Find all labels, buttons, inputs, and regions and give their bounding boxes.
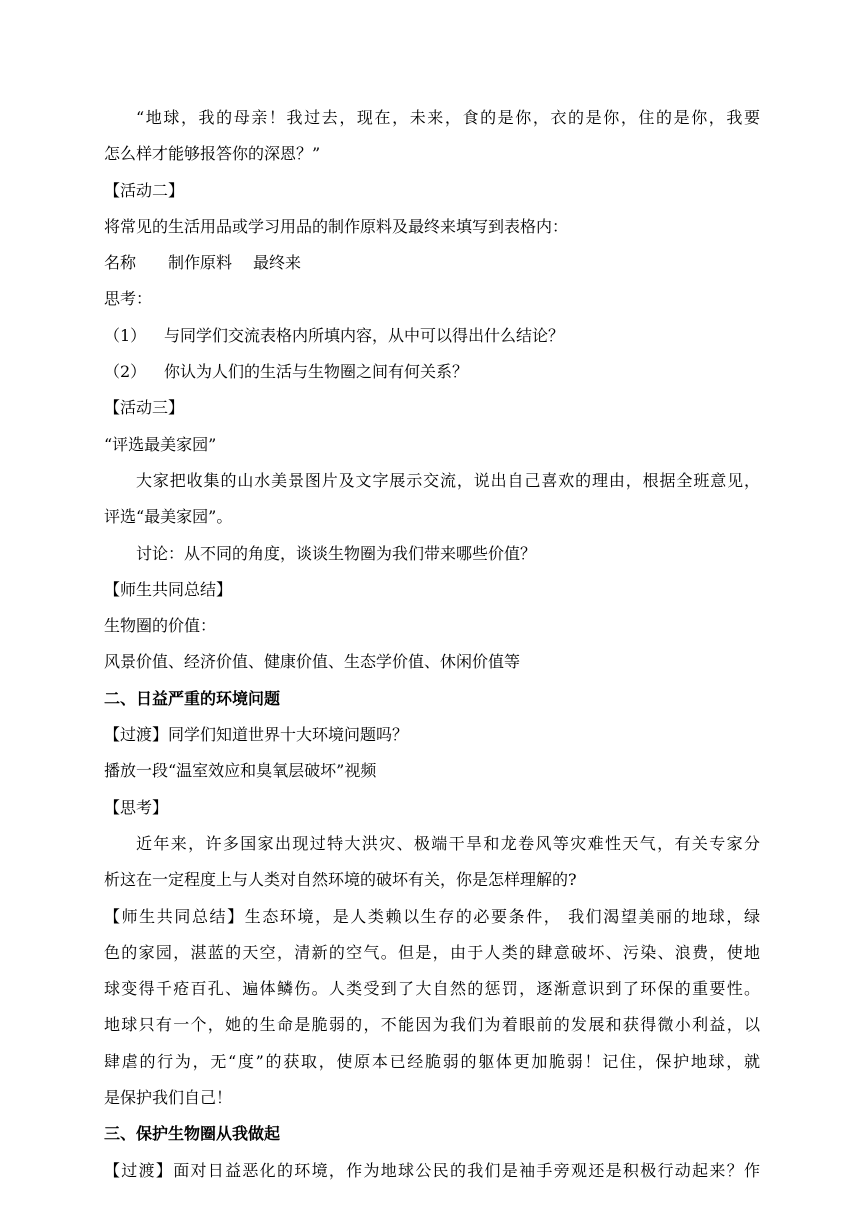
activity-3-heading: 【活动三】 xyxy=(104,398,185,418)
think-2-heading: 【思考】 xyxy=(104,797,169,817)
summary-2-line-1: 【师生共同总结】生态环境，是人类赖以生存的必要条件， 我们渴望美丽的地球，绿 xyxy=(104,906,760,926)
summary-1-heading: 【师生共同总结】 xyxy=(104,579,233,599)
table-header-row xyxy=(104,245,760,281)
section-3-heading: 三、保护生物圈从我做起 xyxy=(104,1124,281,1144)
activity-2-description: 将常见的生活用品或学习用品的制作原料及最终来填写到表格内： xyxy=(104,216,569,236)
activity-3-title: “评选最美家园” xyxy=(104,434,217,454)
activity-3-line-1: 大家把收集的山水美景图片及文字展示交流，说出自己喜欢的理由，根据全班意见， xyxy=(136,470,760,490)
question-1 xyxy=(104,318,760,354)
think-2-line-2: 析这在一定程度上与人类对自然环境的破坏有关，你是怎样理解的? xyxy=(104,870,577,890)
think-label: 思考： xyxy=(104,289,153,309)
quote-line-2: 怎么样才能够报答你的深恩？” xyxy=(104,144,321,164)
question-1-number: （1） xyxy=(104,325,147,345)
activity-3-line-2: 评选“最美家园”。 xyxy=(104,507,233,527)
question-2-number: （2） xyxy=(104,362,147,382)
transition-2: 【过渡】面对日益恶化的环境，作为地球公民的我们是袖手旁观还是积极行动起来？作 xyxy=(104,1160,760,1180)
question-2 xyxy=(104,354,760,390)
question-2-text: 你认为人们的生活与生物圈之间有何关系？ xyxy=(164,362,469,382)
table-header-name: 名称 xyxy=(104,253,137,273)
table-header-final: 最终来 xyxy=(253,253,302,273)
quote-line-1: “地球，我的母亲！我过去，现在，未来，食的是你，衣的是你，住的是你，我要 xyxy=(136,108,760,127)
summary-2-line-4: 地球只有一个，她的生命是脆弱的，不能因为我们为着眼前的发展和获得微小利益，以 xyxy=(104,1015,760,1035)
document-page xyxy=(104,100,760,1189)
summary-2-line-2: 色的家园，湛蓝的天空，清新的空气。但是，由于人类的肆意破坏、污染、浪费，使地 xyxy=(104,942,760,962)
activity-2-heading: 【活动二】 xyxy=(104,180,185,200)
value-list: 风景价值、经济价值、健康价值、生态学价值、休闲价值等 xyxy=(104,652,521,672)
value-label: 生物圈的价值： xyxy=(104,616,217,636)
summary-2-line-6: 是保护我们自己！ xyxy=(104,1088,233,1108)
discussion-line: 讨论：从不同的角度，谈谈生物圈为我们带来哪些价值？ xyxy=(136,543,537,563)
table-header-material: 制作原料 xyxy=(168,253,233,273)
transition-1: 【过渡】同学们知道世界十大环境问题吗？ xyxy=(104,725,409,745)
video-line: 播放一段“温室效应和臭氧层破坏”视频 xyxy=(104,761,377,781)
summary-2-line-3: 球变得千疮百孔、遍体鳞伤。人类受到了大自然的惩罚，逐渐意识到了环保的重要性。 xyxy=(104,979,760,999)
section-2-heading: 二、日益严重的环境问题 xyxy=(104,688,281,708)
question-1-text: 与同学们交流表格内所填内容，从中可以得出什么结论？ xyxy=(164,325,565,345)
think-2-line-1: 近年来，许多国家出现过特大洪灾、极端干旱和龙卷风等灾难性天气，有关专家分 xyxy=(136,833,760,853)
summary-2-line-5: 肆虐的行为，无“度”的获取，使原本已经脆弱的躯体更加脆弱！记住，保护地球，就 xyxy=(104,1051,760,1071)
